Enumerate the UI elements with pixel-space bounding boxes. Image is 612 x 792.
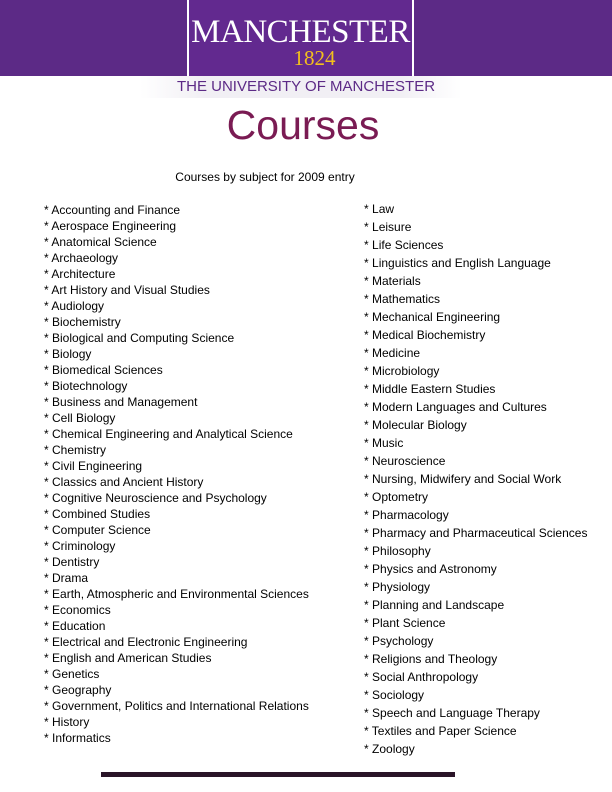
course-item (364, 596, 587, 614)
course-name: Chemical Engineering and Analytical Science (52, 427, 293, 441)
course-name: Sociology (372, 688, 425, 702)
bullet-marker: * (44, 731, 53, 745)
course-name: Geography (52, 683, 112, 697)
course-item (44, 618, 309, 634)
bullet-marker: * (44, 427, 53, 441)
course-name: Mechanical Engineering (372, 310, 501, 324)
course-item (364, 560, 587, 578)
bullet-marker: * (44, 539, 53, 553)
course-item (44, 538, 309, 554)
course-name: Combined Studies (52, 507, 151, 521)
bullet-marker: * (364, 346, 373, 360)
bullet-marker: * (44, 251, 52, 265)
bullet-marker: * (44, 491, 53, 505)
course-item (364, 650, 587, 668)
course-item (364, 524, 587, 542)
bullet-marker: * (364, 490, 373, 504)
course-name: Anatomical Science (51, 235, 157, 249)
course-item (364, 362, 587, 380)
bullet-marker: * (364, 328, 373, 342)
course-name: Speech and Language Therapy (372, 706, 540, 720)
course-item (44, 442, 309, 458)
course-item (364, 740, 587, 758)
course-name: Electrical and Electronic Engineering (52, 635, 248, 649)
bullet-marker: * (364, 310, 373, 324)
course-item (364, 578, 587, 596)
course-name: Psychology (372, 634, 434, 648)
course-name: Nursing, Midwifery and Social Work (372, 472, 562, 486)
bullet-marker: * (44, 715, 53, 729)
bullet-marker: * (44, 635, 53, 649)
course-item (364, 704, 587, 722)
bullet-marker: * (44, 459, 53, 473)
bullet-marker: * (364, 436, 373, 450)
logo-wordmark: MANCHESTER (191, 14, 410, 50)
course-name: Chemistry (52, 443, 107, 457)
course-name: Cognitive Neuroscience and Psychology (52, 491, 267, 505)
course-item (44, 298, 309, 314)
course-name: Optometry (372, 490, 429, 504)
page-subtitle: Courses by subject for 2009 entry (175, 170, 355, 184)
course-item (364, 614, 587, 632)
course-item (44, 698, 309, 714)
course-name: Plant Science (372, 616, 446, 630)
course-item (44, 666, 309, 682)
course-item (44, 218, 309, 234)
course-name: Planning and Landscape (372, 598, 505, 612)
course-name: Biotechnology (52, 379, 128, 393)
course-name: Philosophy (372, 544, 431, 558)
course-item (364, 236, 587, 254)
bullet-marker: * (364, 652, 373, 666)
logo-year: 1824 (293, 46, 336, 70)
bullet-marker: * (44, 603, 53, 617)
bullet-marker: * (364, 688, 373, 702)
bullet-marker: * (44, 219, 52, 233)
course-item (364, 686, 587, 704)
bullet-marker: * (364, 544, 373, 558)
course-name: Genetics (52, 667, 100, 681)
course-name: Music (372, 436, 404, 450)
course-name: Audiology (51, 299, 105, 313)
bullet-marker: * (364, 706, 373, 720)
course-name: Microbiology (372, 364, 440, 378)
course-item (44, 506, 309, 522)
bullet-marker: * (44, 283, 52, 297)
bullet-marker: * (44, 315, 53, 329)
university-logo (187, 0, 414, 76)
course-name: Pharmacology (372, 508, 449, 522)
bullet-marker: * (44, 555, 53, 569)
course-name: Business and Management (52, 395, 198, 409)
bullet-marker: * (44, 363, 53, 377)
course-item (364, 380, 587, 398)
course-item (44, 250, 309, 266)
course-name: Economics (52, 603, 111, 617)
course-item (364, 488, 587, 506)
course-item (44, 346, 309, 362)
bullet-marker: * (44, 379, 53, 393)
course-item (44, 602, 309, 618)
course-item (364, 398, 587, 416)
course-name: Drama (52, 571, 89, 585)
course-item (44, 474, 309, 490)
bullet-marker: * (364, 670, 373, 684)
course-item (364, 326, 587, 344)
course-name: Middle Eastern Studies (372, 382, 496, 396)
bullet-marker: * (364, 616, 373, 630)
course-item (364, 290, 587, 308)
bullet-marker: * (364, 454, 373, 468)
course-item (44, 202, 309, 218)
course-name: Social Anthropology (372, 670, 479, 684)
course-name: Biology (52, 347, 92, 361)
bullet-marker: * (44, 235, 52, 249)
course-name: Government, Politics and International Relations (52, 699, 309, 713)
course-item (44, 330, 309, 346)
bullet-marker: * (44, 571, 53, 585)
course-item (44, 458, 309, 474)
course-list-left (44, 202, 309, 746)
bullet-marker: * (44, 683, 53, 697)
course-name: English and American Studies (52, 651, 212, 665)
bullet-marker: * (44, 651, 53, 665)
course-name: Zoology (372, 742, 415, 756)
course-item (44, 634, 309, 650)
bullet-marker: * (44, 347, 53, 361)
university-name: THE UNIVERSITY OF MANCHESTER (176, 78, 436, 95)
bullet-marker: * (364, 202, 373, 216)
course-item (364, 272, 587, 290)
course-name: Medical Biochemistry (372, 328, 486, 342)
course-item (364, 344, 587, 362)
course-name: Aerospace Engineering (51, 219, 177, 233)
bullet-marker: * (364, 724, 372, 738)
course-item (44, 266, 309, 282)
course-name: Leisure (372, 220, 412, 234)
bullet-marker: * (364, 742, 373, 756)
bullet-marker: * (364, 562, 373, 576)
bullet-marker: * (44, 619, 53, 633)
course-name: Education (52, 619, 106, 633)
course-item (44, 570, 309, 586)
course-name: Textiles and Paper Science (371, 724, 517, 738)
course-item (44, 378, 309, 394)
course-name: Classics and Ancient History (52, 475, 204, 489)
course-name: Biomedical Sciences (52, 363, 163, 377)
course-item (44, 410, 309, 426)
course-item (364, 218, 587, 236)
course-name: Dentistry (52, 555, 100, 569)
course-name: Informatics (52, 731, 111, 745)
course-name: Physics and Astronomy (372, 562, 497, 576)
course-item (44, 682, 309, 698)
course-item (364, 254, 587, 272)
course-item (44, 426, 309, 442)
bullet-marker: * (364, 580, 373, 594)
course-item (364, 452, 587, 470)
course-name: Linguistics and English Language (372, 256, 551, 270)
course-item (44, 282, 309, 298)
course-name: Architecture (51, 267, 116, 281)
course-name: Molecular Biology (372, 418, 467, 432)
bullet-marker: * (364, 292, 373, 306)
course-item (364, 308, 587, 326)
course-name: Biochemistry (52, 315, 121, 329)
course-item (44, 234, 309, 250)
bullet-marker: * (364, 274, 373, 288)
bullet-marker: * (364, 598, 373, 612)
course-item (44, 314, 309, 330)
course-name: Earth, Atmospheric and Environmental Sciences (52, 587, 309, 601)
bullet-marker: * (44, 411, 53, 425)
bullet-marker: * (364, 526, 373, 540)
bullet-marker: * (44, 395, 53, 409)
bullet-marker: * (364, 634, 373, 648)
course-name: Criminology (52, 539, 116, 553)
course-name: Mathematics (372, 292, 441, 306)
footer-divider (101, 772, 455, 777)
bullet-marker: * (44, 203, 52, 217)
course-name: Pharmacy and Pharmaceutical Sciences (372, 526, 588, 540)
course-item (44, 714, 309, 730)
course-name: Neuroscience (372, 454, 446, 468)
course-item (364, 434, 587, 452)
course-list-right (364, 200, 587, 758)
bullet-marker: * (44, 523, 53, 537)
course-item (44, 730, 309, 746)
bullet-marker: * (364, 508, 373, 522)
course-item (44, 362, 309, 378)
bullet-marker: * (44, 299, 52, 313)
course-item (364, 416, 587, 434)
bullet-marker: * (364, 220, 373, 234)
course-name: Materials (372, 274, 421, 288)
course-item (44, 650, 309, 666)
bullet-marker: * (364, 256, 373, 270)
bullet-marker: * (44, 267, 52, 281)
bullet-marker: * (364, 472, 373, 486)
bullet-marker: * (44, 443, 53, 457)
course-item (364, 542, 587, 560)
course-name: Life Sciences (372, 238, 444, 252)
bullet-marker: * (44, 587, 53, 601)
bullet-marker: * (364, 418, 373, 432)
bullet-marker: * (44, 475, 53, 489)
course-name: Religions and Theology (372, 652, 498, 666)
course-item (44, 522, 309, 538)
course-item (364, 200, 587, 218)
course-item (364, 668, 587, 686)
course-item (364, 506, 587, 524)
course-item (44, 394, 309, 410)
bullet-marker: * (44, 699, 53, 713)
course-name: Computer Science (52, 523, 151, 537)
course-name: Civil Engineering (52, 459, 143, 473)
course-name: Cell Biology (52, 411, 116, 425)
course-item (364, 632, 587, 650)
course-item (44, 586, 309, 602)
course-name: Biological and Computing Science (52, 331, 235, 345)
page-title: Courses (226, 102, 380, 148)
course-name: History (52, 715, 90, 729)
bullet-marker: * (44, 331, 53, 345)
course-item (364, 470, 587, 488)
course-name: Physiology (372, 580, 431, 594)
course-name: Art History and Visual Studies (51, 283, 210, 297)
bullet-marker: * (44, 507, 53, 521)
bullet-marker: * (364, 238, 373, 252)
course-item (44, 490, 309, 506)
bullet-marker: * (364, 364, 373, 378)
bullet-marker: * (364, 400, 373, 414)
course-item (364, 722, 587, 740)
course-name: Law (372, 202, 395, 216)
course-name: Accounting and Finance (51, 203, 181, 217)
course-item (44, 554, 309, 570)
bullet-marker: * (44, 667, 53, 681)
course-name: Medicine (372, 346, 421, 360)
course-name: Modern Languages and Cultures (372, 400, 547, 414)
course-name: Archaeology (51, 251, 119, 265)
bullet-marker: * (364, 382, 373, 396)
